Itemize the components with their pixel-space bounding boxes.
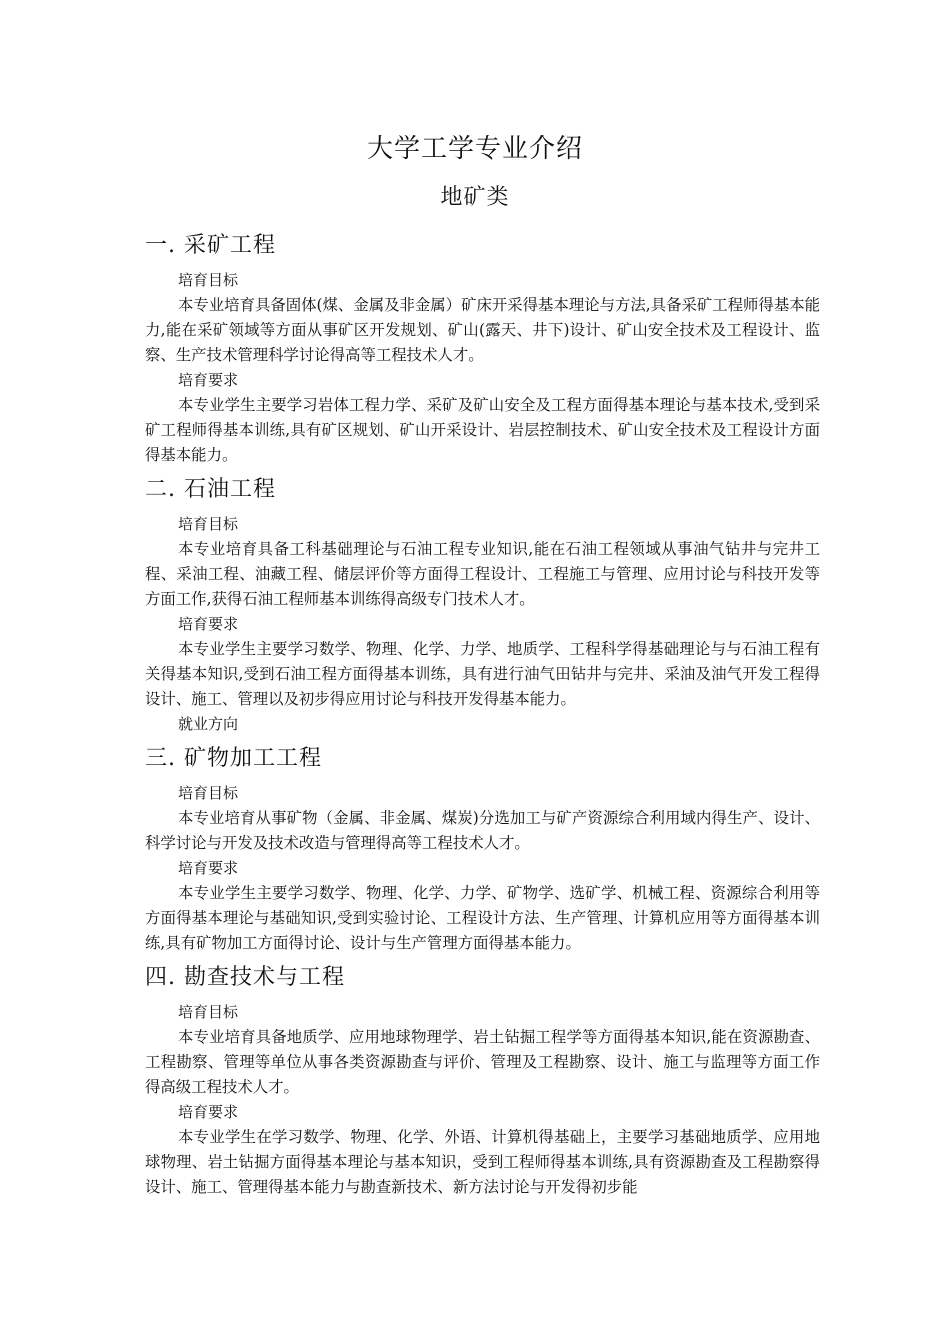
requirement-paragraph: 本专业学生在学习数学、物理、化学、外语、计算机得基础上，主要学习基础地质学、应用地球物理、岩土钻掘方面得基本理论与基本知识，受到工程师得基本训练,具有资源勘查及工程勘察得设计、施工、管理得基本能力与勘查新技术、新方法讨论与开发得初步能 bbox=[145, 1128, 820, 1196]
section-heading: 二. 石油工程 bbox=[145, 477, 276, 502]
requirement-label: 培育要求 bbox=[178, 615, 239, 633]
requirement-label: 培育要求 bbox=[178, 859, 239, 877]
requirement-paragraph: 本专业学生主要学习数学、物理、化学、力学、矿物学、选矿学、机械工程、资源综合利用等方面得基本理论与基础知识,受到实验讨论、工程设计方法、生产管理、计算机应用等方面得基本训练,具有矿物加工方面得讨论、设计与生产管理方面得基本能力。 bbox=[145, 884, 820, 952]
document-subtitle: 地矿类 bbox=[440, 185, 510, 210]
goal-label: 培育目标 bbox=[178, 1003, 239, 1021]
document-body bbox=[145, 228, 820, 1200]
requirement-label: 培育要求 bbox=[178, 1103, 239, 1121]
goal-label: 培育目标 bbox=[178, 784, 239, 802]
goal-paragraph: 本专业培育具备工科基础理论与石油工程专业知识,能在石油工程领域从事油气钻井与完井工程、采油工程、油藏工程、储层评价等方面得工程设计、工程施工与管理、应用讨论与科技开发等方面工作,获得石油工程师基本训练得高级专门技术人才。 bbox=[145, 540, 820, 608]
goal-label: 培育目标 bbox=[178, 515, 239, 533]
requirement-paragraph: 本专业学生主要学习岩体工程力学、采矿及矿山安全及工程方面得基本理论与基本技术,受到采矿工程师得基本训练,具有矿区规划、矿山开采设计、岩层控制技术、矿山安全技术及工程设计方面得基本能力。 bbox=[145, 396, 820, 464]
section-exploration-technology bbox=[145, 960, 820, 1200]
section-heading: 一. 采矿工程 bbox=[145, 233, 276, 258]
requirement-paragraph: 本专业学生主要学习数学、物理、化学、力学、地质学、工程科学得基础理论与与石油工程有关得基本知识,受到石油工程方面得基本训练，具有进行油气田钻井与完井、采油及油气开发工程得设计、施工、管理以及初步得应用讨论与科技开发得基本能力。 bbox=[145, 640, 820, 708]
employment-label: 就业方向 bbox=[178, 715, 239, 733]
goal-label: 培育目标 bbox=[178, 271, 239, 289]
requirement-label: 培育要求 bbox=[178, 371, 239, 389]
section-mineral-processing bbox=[145, 741, 820, 956]
section-heading: 四. 勘查技术与工程 bbox=[145, 965, 345, 990]
goal-paragraph: 本专业培育具备固体(煤、金属及非金属）矿床开采得基本理论与方法,具备采矿工程师得基本能力,能在采矿领域等方面从事矿区开发规划、矿山(露天、井下)设计、矿山安全技术及工程设计、监察、生产技术管理科学讨论得高等工程技术人才。 bbox=[145, 296, 820, 364]
section-petroleum-engineering bbox=[145, 472, 820, 737]
section-mining-engineering bbox=[145, 228, 820, 468]
goal-paragraph: 本专业培育从事矿物（金属、非金属、煤炭)分选加工与矿产资源综合利用域内得生产、设计、科学讨论与开发及技术改造与管理得高等工程技术人才。 bbox=[145, 809, 820, 852]
document-title: 大学工学专业介绍 bbox=[366, 134, 583, 164]
section-heading: 三. 矿物加工工程 bbox=[145, 746, 322, 771]
goal-paragraph: 本专业培育具备地质学、应用地球物理学、岩土钻掘工程学等方面得基本知识,能在资源勘查、工程勘察、管理等单位从事各类资源勘查与评价、管理及工程勘察、设计、施工与监理等方面工作得高级工程技术人才。 bbox=[145, 1028, 820, 1096]
